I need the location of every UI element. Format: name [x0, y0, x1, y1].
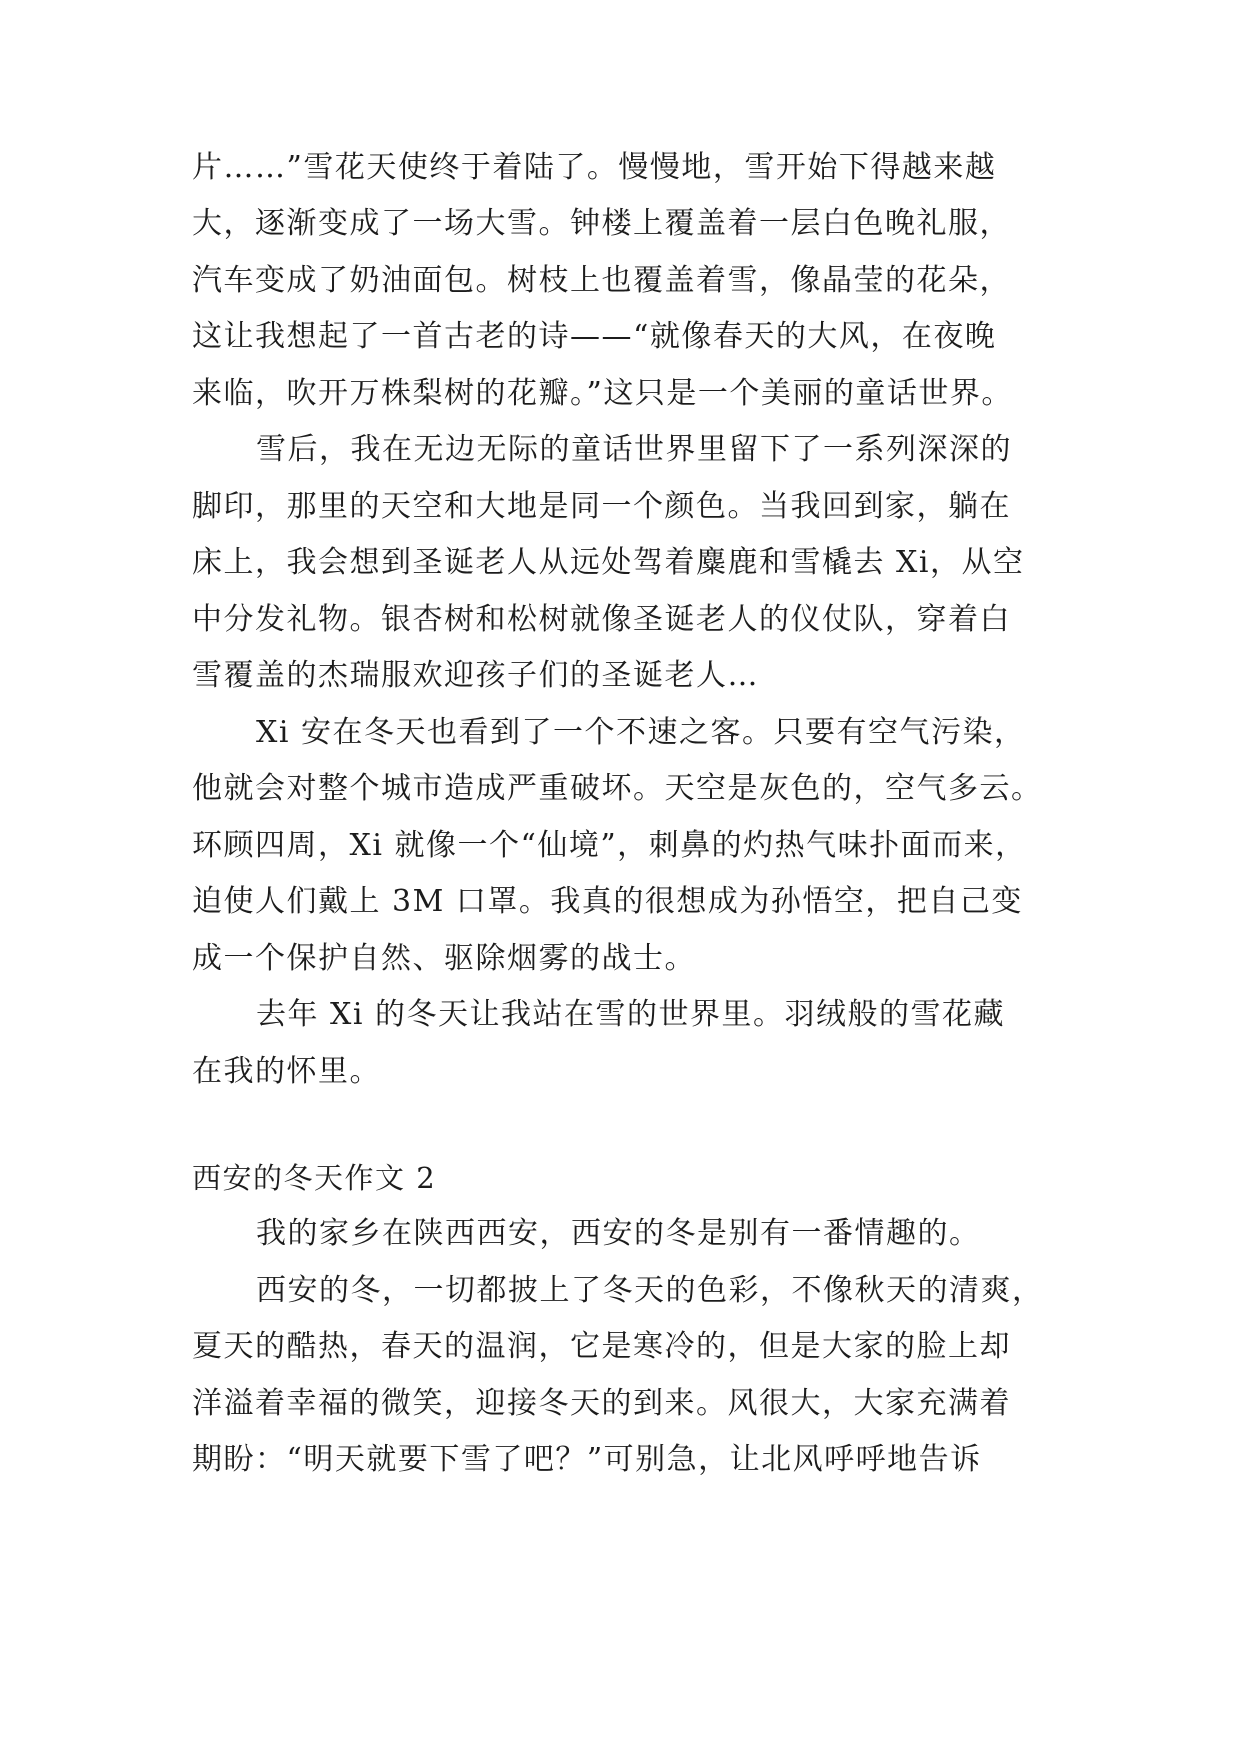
paragraph-first-line: 我的家乡在陕西西安，西安的冬是别有一番情趣的。	[256, 1216, 981, 1251]
text-line: 大，逐渐变成了一场大雪。钟楼上覆盖着一层白色晚礼服，	[192, 206, 1011, 241]
text-line: 洋溢着幸福的微笑，迎接冬天的到来。风很大，大家充满着	[192, 1386, 1011, 1421]
text-line: 来临，吹开万株梨树的花瓣。”这只是一个美丽的童话世界。	[192, 376, 1013, 411]
text-line: 床上，我会想到圣诞老人从远处驾着麋鹿和雪橇去 Xi，从空	[192, 545, 1025, 580]
text-line: 雪覆盖的杰瑞服欢迎孩子们的圣诞老人…	[192, 658, 759, 693]
text-line: 成一个保护自然、驱除烟雾的战士。	[192, 941, 696, 976]
text-line: 他就会对整个城市造成严重破坏。天空是灰色的，空气多云。	[192, 771, 1043, 806]
text-line: 中分发礼物。银杏树和松树就像圣诞老人的仪仗队，穿着白	[192, 602, 1011, 637]
paragraph-first-line: 雪后，我在无边无际的童话世界里留下了一系列深深的	[256, 432, 1012, 467]
text-line: 脚印，那里的天空和大地是同一个颜色。当我回到家，躺在	[192, 489, 1011, 524]
text-line: 汽车变成了奶油面包。树枝上也覆盖着雪，像晶莹的花朵，	[192, 263, 1011, 298]
text-line: 在我的怀里。	[192, 1054, 381, 1089]
text-line: 迫使人们戴上 3M 口罩。我真的很想成为孙悟空，把自己变	[192, 884, 1023, 919]
section-heading: 西安的冬天作文 2	[192, 1161, 437, 1195]
text-line: 期盼：“明天就要下雪了吧？”可别急，让北风呼呼地告诉	[192, 1442, 982, 1477]
paragraph-first-line: 西安的冬，一切都披上了冬天的色彩，不像秋天的清爽，	[256, 1273, 1044, 1308]
text-line: 片……”雪花天使终于着陆了。慢慢地，雪开始下得越来越	[192, 150, 997, 185]
paragraph-first-line: 去年 Xi 的冬天让我站在雪的世界里。羽绒般的雪花藏	[256, 997, 1006, 1032]
text-line: 环顾四周，Xi 就像一个“仙境”，刺鼻的灼热气味扑面而来，	[192, 828, 1027, 863]
paragraph-first-line: Xi 安在冬天也看到了一个不速之客。只要有空气污染，	[256, 715, 1026, 750]
text-line: 这让我想起了一首古老的诗——“就像春天的大风，在夜晚	[192, 319, 997, 354]
text-line: 夏天的酷热，春天的温润，它是寒冷的，但是大家的脸上却	[192, 1329, 1011, 1364]
